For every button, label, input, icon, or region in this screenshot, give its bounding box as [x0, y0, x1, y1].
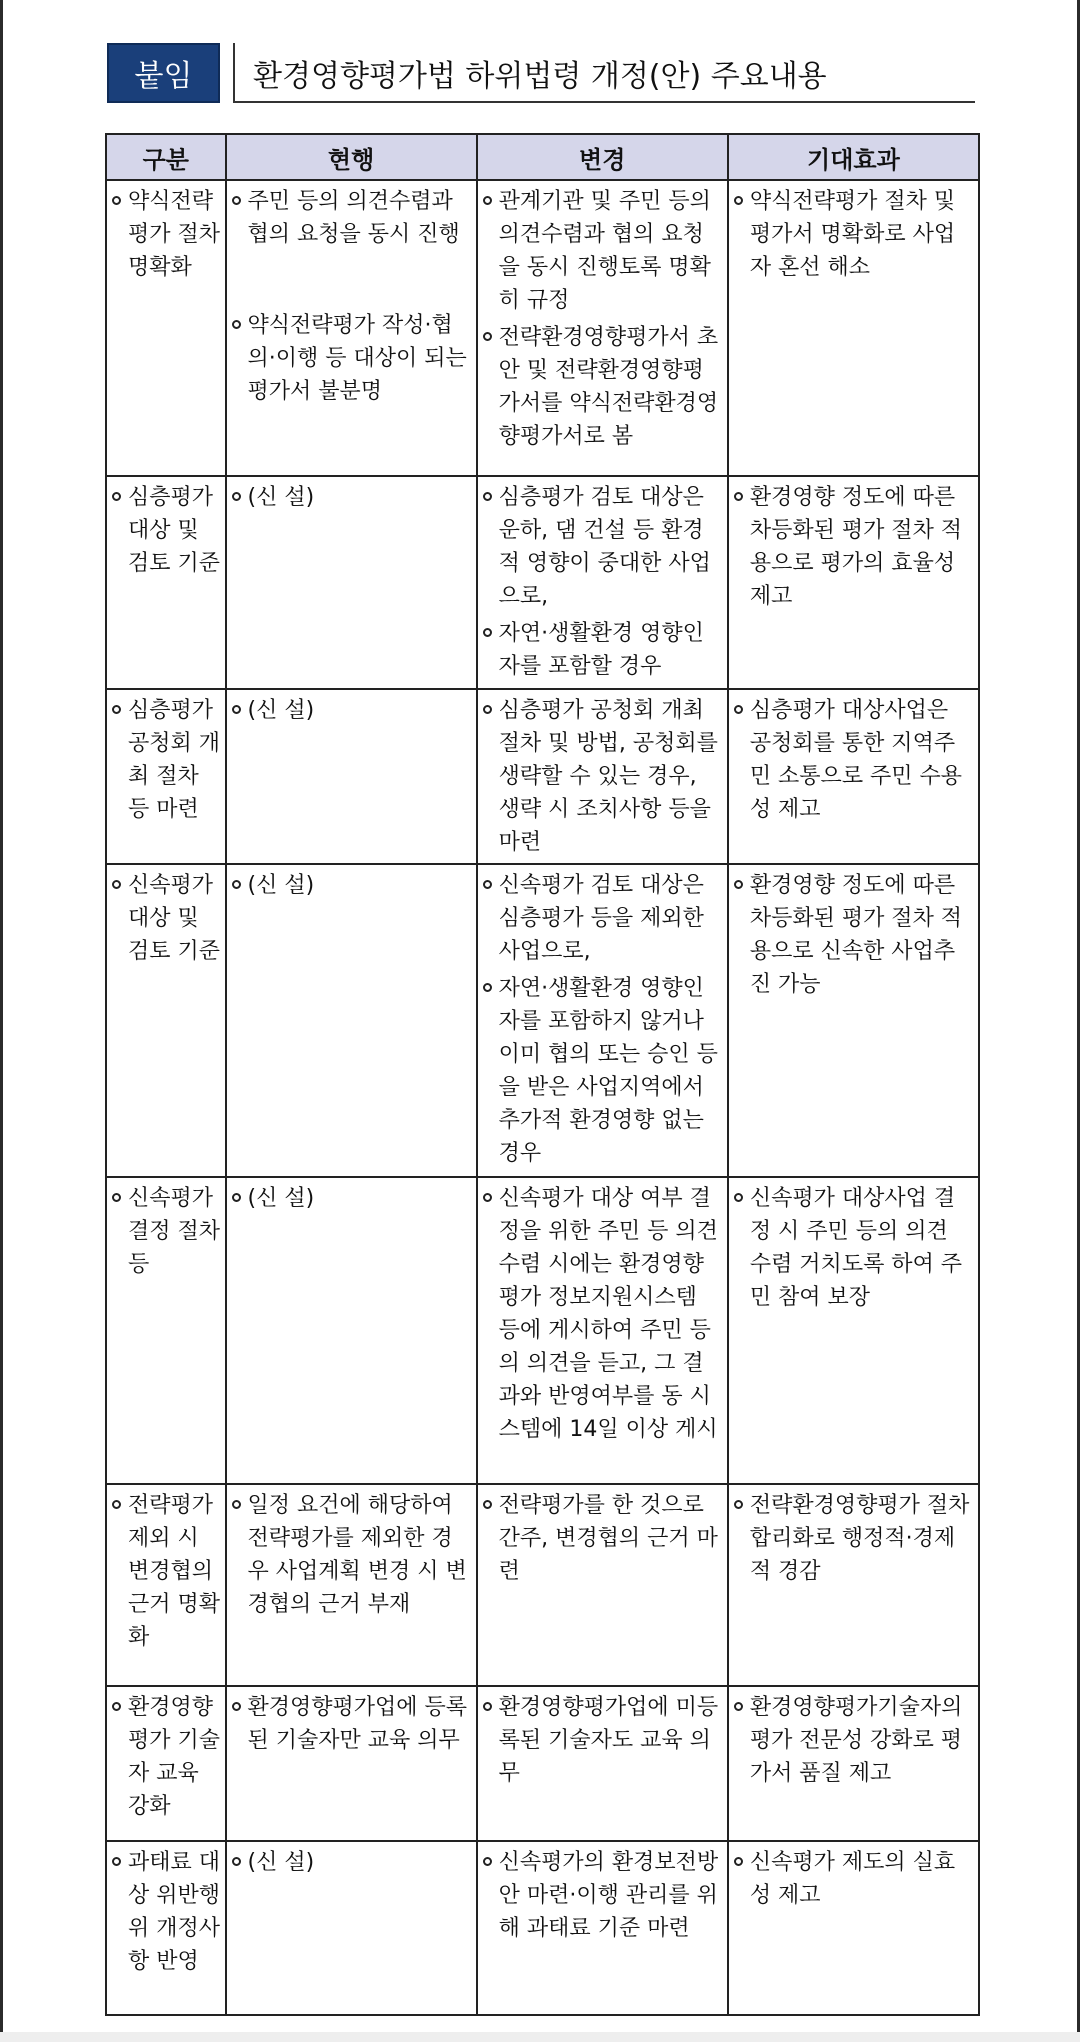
current-cell — [226, 1484, 477, 1686]
category-text: 전략평가 제외 시 변경협의 근거 명확화 — [111, 1489, 223, 1654]
current-cell — [226, 1841, 477, 2015]
current-cell — [226, 1177, 477, 1484]
current-cell — [226, 689, 477, 864]
change-cell — [477, 864, 728, 1177]
current-cell — [226, 1686, 477, 1841]
change-cell — [477, 689, 728, 864]
table-row — [106, 689, 979, 864]
category-text: 환경영향평가 기술자 교육 강화 — [111, 1691, 223, 1823]
change-cell — [477, 1686, 728, 1841]
current-cell — [226, 476, 477, 689]
category-cell — [106, 689, 226, 864]
category-text: 과태료 대상 위반행위 개정사항 반영 — [111, 1846, 223, 1978]
bullet-item: 심층평가 대상사업은 공청회를 통한 지역주민 소통으로 주민 수용성 제고 — [733, 694, 976, 826]
bullet-item: 관계기관 및 주민 등의 의견수렴과 협의 요청을 동시 진행토록 명확히 규정 — [482, 185, 725, 317]
change-cell — [477, 180, 728, 476]
bullet-item: (신 설) — [231, 481, 474, 514]
bullet-item: 환경영향 정도에 따른 차등화된 평가 절차 적용으로 평가의 효율성 제고 — [733, 481, 976, 613]
category-cell — [106, 180, 226, 476]
bullet-item: 전략평가를 한 것으로 간주, 변경협의 근거 마련 — [482, 1489, 725, 1588]
table-row — [106, 476, 979, 689]
effect-cell — [728, 1841, 979, 2015]
table-row — [106, 1484, 979, 1686]
bullet-item: (신 설) — [231, 1182, 474, 1215]
effect-cell — [728, 1686, 979, 1841]
document-header — [107, 43, 975, 105]
bullet-item: (신 설) — [231, 869, 474, 902]
page-title: 환경영향평가법 하위법령 개정(안) 주요내용 — [253, 59, 827, 94]
table-row — [106, 864, 979, 1177]
column-header-category: 구분 — [106, 134, 226, 180]
change-cell — [477, 1177, 728, 1484]
bullet-item: 신속평가 제도의 실효성 제고 — [733, 1846, 976, 1912]
table-row — [106, 1841, 979, 2015]
category-text: 신속평가 결정 절차 등 — [111, 1182, 223, 1281]
category-cell — [106, 864, 226, 1177]
bullet-item: 전략환경영향평가 절차 합리화로 행정적·경제적 경감 — [733, 1489, 976, 1588]
table-row — [106, 1686, 979, 1841]
category-text: 심층평가 대상 및 검토 기준 — [111, 481, 223, 580]
category-cell — [106, 1484, 226, 1686]
bullet-item: 신속평가의 환경보전방안 마련·이행 관리를 위해 과태료 기준 마련 — [482, 1846, 725, 1945]
table-header-row — [106, 134, 979, 180]
bullet-item: 환경영향 정도에 따른 차등화된 평가 절차 적용으로 신속한 사업추진 가능 — [733, 869, 976, 1001]
effect-cell — [728, 864, 979, 1177]
column-header-change: 변경 — [477, 134, 728, 180]
page-left-border — [0, 0, 3, 2042]
effect-cell — [728, 476, 979, 689]
change-cell — [477, 1841, 728, 2015]
change-cell — [477, 476, 728, 689]
category-cell — [106, 476, 226, 689]
current-cell — [226, 864, 477, 1177]
bullet-item: 환경영향평가업에 미등록된 기술자도 교육 의무 — [482, 1691, 725, 1790]
category-text: 신속평가 대상 및 검토 기준 — [111, 869, 223, 968]
bullet-item: 신속평가 대상사업 결정 시 주민 등의 의견 수렴 거치도록 하여 주민 참여 보장 — [733, 1182, 976, 1314]
content-table — [105, 133, 980, 2016]
bullet-item: (신 설) — [231, 694, 474, 727]
bullet-item: 심층평가 검토 대상은 운하, 댐 건설 등 환경적 영향이 중대한 사업으로, — [482, 481, 725, 613]
bullet-item: 자연·생활환경 영향인자를 포함할 경우 — [482, 617, 725, 683]
bullet-item: 신속평가 대상 여부 결정을 위한 주민 등 의견 수렴 시에는 환경영향평가 정보지원시스템 등에 게시하여 주민 등의 의견을 듣고, 그 결과와 반영여부를 동 시스템에 14일 이상 게시 — [482, 1182, 725, 1446]
category-cell — [106, 1177, 226, 1484]
spacer — [231, 251, 474, 309]
column-header-current: 현행 — [226, 134, 477, 180]
category-cell — [106, 1686, 226, 1841]
table-row — [106, 1177, 979, 1484]
bullet-item: 신속평가 검토 대상은 심층평가 등을 제외한 사업으로, — [482, 869, 725, 968]
bullet-item: 자연·생활환경 영향인자를 포함하지 않거나 이미 협의 또는 승인 등을 받은 사업지역에서 추가적 환경영향 없는 경우 — [482, 972, 725, 1170]
bullet-item: 심층평가 공청회 개최 절차 및 방법, 공청회를 생략할 수 있는 경우, 생략 시 조치사항 등을 마련 — [482, 694, 725, 859]
bottom-band — [0, 2032, 1080, 2042]
attachment-badge: 붙임 — [107, 43, 220, 103]
change-cell — [477, 1484, 728, 1686]
bullet-item: 약식전략평가 절차 및 평가서 명확화로 사업자 혼선 해소 — [733, 185, 976, 284]
bullet-item: 전략환경영향평가서 초안 및 전략환경영향평가서를 약식전략환경영향평가서로 봄 — [482, 321, 725, 453]
category-text: 심층평가 공청회 개최 절차 등 마련 — [111, 694, 223, 826]
bullet-item: (신 설) — [231, 1846, 474, 1879]
title-box — [233, 43, 975, 103]
effect-cell — [728, 1177, 979, 1484]
bullet-item: 주민 등의 의견수렴과 협의 요청을 동시 진행 — [231, 185, 474, 251]
category-cell — [106, 1841, 226, 2015]
current-cell — [226, 180, 477, 476]
bullet-item: 환경영향평가업에 등록된 기술자만 교육 의무 — [231, 1691, 474, 1757]
column-header-effect: 기대효과 — [728, 134, 979, 180]
bullet-item: 약식전략평가 작성·협의·이행 등 대상이 되는 평가서 불분명 — [231, 309, 474, 408]
table-row — [106, 180, 979, 476]
bullet-item: 환경영향평가기술자의 평가 전문성 강화로 평가서 품질 제고 — [733, 1691, 976, 1790]
bullet-item: 일정 요건에 해당하여 전략평가를 제외한 경우 사업계획 변경 시 변경협의 근거 부재 — [231, 1489, 474, 1621]
effect-cell — [728, 180, 979, 476]
effect-cell — [728, 689, 979, 864]
category-text: 약식전략평가 절차 명확화 — [111, 185, 223, 284]
effect-cell — [728, 1484, 979, 1686]
